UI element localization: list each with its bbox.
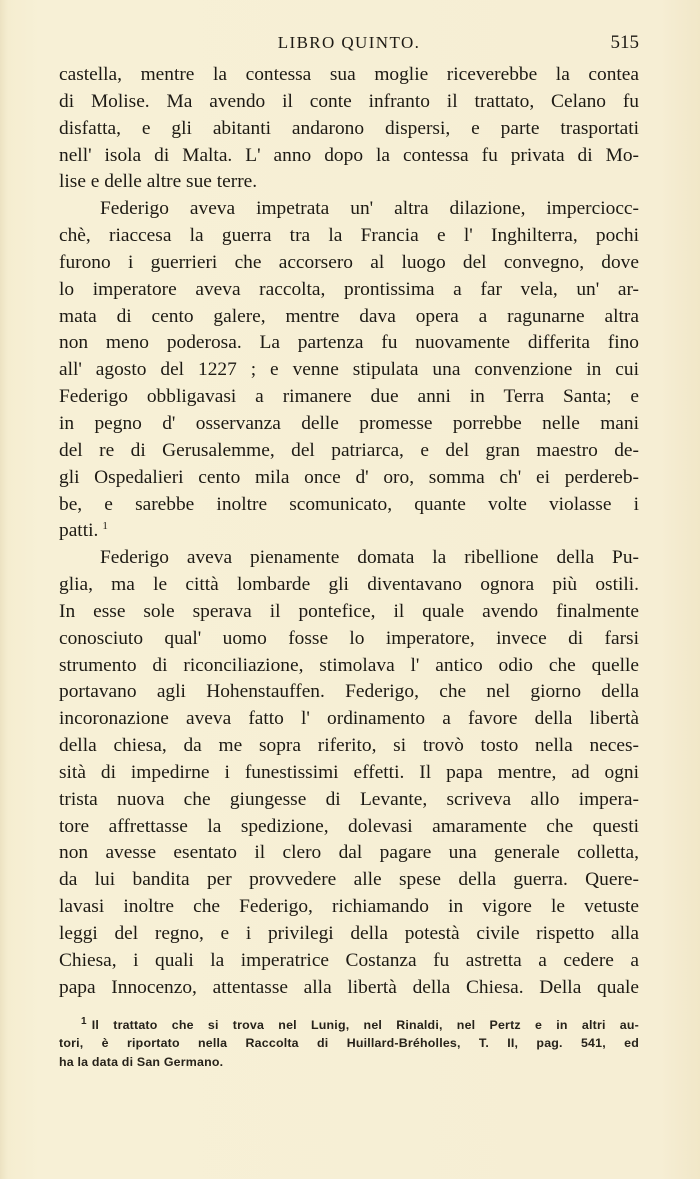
text-line: del re di Gerusalemme, del patriarca, e del gran maestro de- [59,439,639,461]
body-text [59,62,639,1002]
text-line: trista nuova che giungesse di Levante, scriveva allo impera- [59,788,639,810]
text-line: da lui bandita per provvedere alle spese della guerra. Quere- [59,869,639,891]
text-line: non meno poderosa. La partenza fu nuovamente differita fino [59,332,639,354]
text-line: incoronazione aveva fatto l' ordinamento a favore della libertà [59,708,639,730]
text-line: conosciuto qual' uomo fosse lo imperatore, invece di farsi [59,627,639,649]
text-line: Chiesa, i quali la imperatrice Costanza fu astretta a cedere a [59,949,639,971]
text-line: Federigo obbligavasi a rimanere due anni in Terra Santa; e [59,386,639,408]
text-line: tore affrettasse la spedizione, dolevasi amaramente che questi [59,815,639,837]
text-line: papa Innocenzo, attentasse alla libertà della Chiesa. Della quale [59,976,639,998]
text-line: In esse sole sperava il pontefice, il quale avendo finalmente [59,600,639,622]
footnote-line: tori, è riportato nella Raccolta di Huillard-Bréholles, T. II, pag. 541, ed [59,1036,639,1051]
footnote [59,1016,639,1072]
text-line: gli Ospedalieri cento mila once d' oro, somma ch' ei perdereb- [59,466,639,488]
text-line: chè, riaccesa la guerra tra la Francia e l' Inghilterra, pochi [59,225,639,247]
text-line: furono i guerrieri che accorsero al luogo del convegno, dove [59,251,639,273]
footnote-line [59,1016,639,1035]
text-line: non avesse esentato il clero dal pagare una generale colletta, [59,842,639,864]
footnote-marker: 1 [81,1015,87,1027]
text-line: disfatta, e gli abitanti andarono dispersi, e parte trasportati [59,117,639,139]
text-line: lo imperatore aveva raccolta, prontissima a far vela, un' ar- [59,278,639,300]
text-line: be, e sarebbe inoltre scomunicato, quante volte violasse i [59,493,639,515]
page-number: 515 [610,32,639,53]
page-header [59,28,639,62]
text-line: della chiesa, da me sopra riferito, si trovò tosto nella neces- [59,735,639,757]
text-line: strumento di riconciliazione, stimolava l' antico odio che quelle [59,654,639,676]
text-line: sità di impedirne i funestissimi effetti. Il papa mentre, ad ogni [59,761,639,783]
text-line: all' agosto del 1227 ; e venne stipulata una convenzione in cui [59,359,639,381]
text-line: mata di cento galere, mentre dava opera a ragunarne altra [59,305,639,327]
footnote-text: Il trattato che si trova nel Lunig, nel Rinaldi, nel Pertz e in altri au- [91,1017,639,1032]
footnote-reference[interactable]: 1 [102,520,108,533]
text-line: leggi del regno, e i privilegi della potestà civile rispetto alla [59,923,639,944]
text-line: castella, mentre la contessa sua moglie riceverebbe la contea [59,64,639,85]
text-line-with-note [59,518,639,545]
text-line: in pegno d' osservanza delle promesse porrebbe nelle mani [59,412,639,434]
text-line: portavano agli Hohenstauffen. Federigo, che nel giorno della [59,681,639,703]
text-line: di Molise. Ma avendo il conte infranto il trattato, Celano fu [59,90,639,112]
text-line: patti. [59,520,99,542]
text-line: nell' isola di Malta. L' anno dopo la contessa fu privata di Mo- [59,144,639,166]
text-line: Federigo aveva impetrata un' altra dilazione, imperciocc- [100,198,639,220]
running-head: LIBRO QUINTO. [277,33,421,52]
book-page [59,28,639,1071]
text-line: lavasi inoltre che Federigo, richiamando in vigore le vetuste [59,896,639,918]
text-line: Federigo aveva pienamente domata la ribellione della Pu- [100,547,639,569]
footnote-line: ha la data di San Germano. [59,1054,224,1069]
text-line: glia, ma le città lombarde gli diventavano ognora più ostili. [59,574,639,596]
text-line: lise e delle altre sue terre. [59,171,258,193]
